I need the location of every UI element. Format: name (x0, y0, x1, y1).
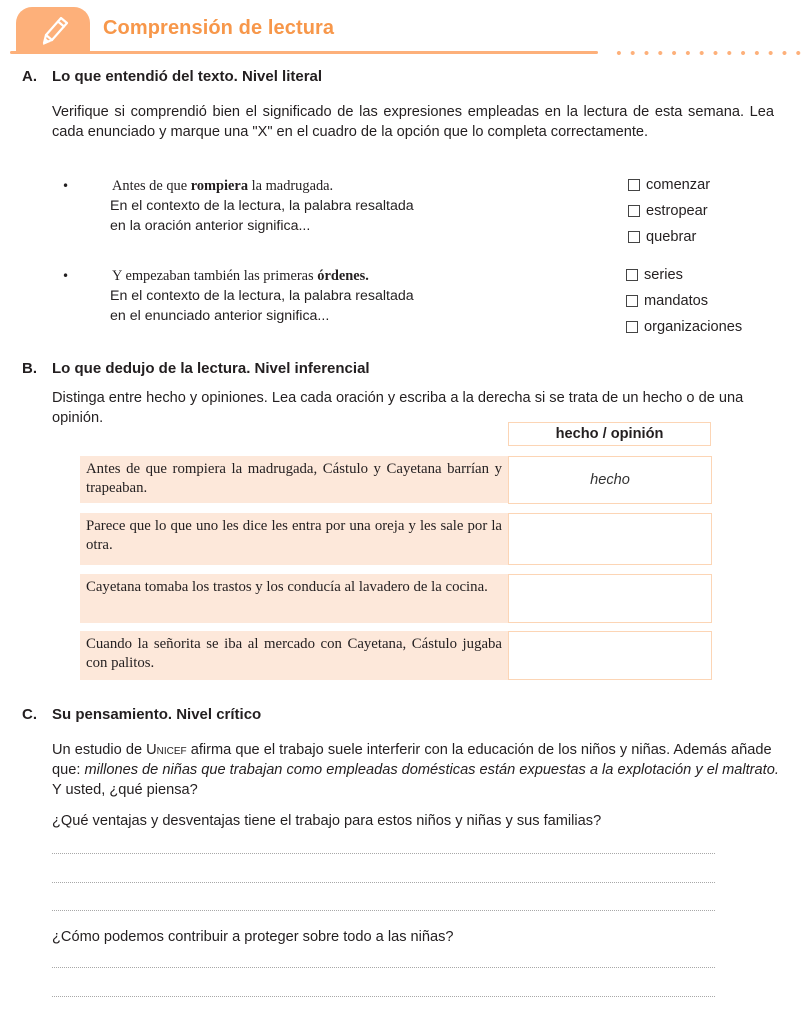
section-c-intro (52, 740, 782, 800)
answer-field[interactable] (508, 631, 712, 680)
answer-line[interactable] (52, 853, 715, 854)
section-b-title: Lo que dedujo de la lectura. Nivel inferencial (52, 360, 370, 377)
option-mandatos[interactable] (626, 293, 708, 309)
bullet: • (62, 269, 70, 283)
item-question-line-1: En el contexto de la lectura, la palabra resaltada (110, 288, 414, 304)
section-c-heading (22, 706, 261, 723)
checkbox[interactable] (626, 269, 638, 281)
section-a-heading (22, 68, 322, 85)
option-label: mandatos (644, 293, 709, 309)
question-1: ¿Qué ventajas y desventajas tiene el trabajo para estos niños y niñas y sus familias? (52, 813, 602, 829)
answer-line[interactable] (52, 996, 715, 997)
item-question-line-1: En el contexto de la lectura, la palabra resaltada (110, 198, 414, 214)
section-b-letter: B. (22, 360, 37, 377)
table-row-statement: Cuando la señorita se iba al mercado con Cayetana, Cástulo jugaba con palitos. (80, 631, 508, 680)
item-question-line-2: en el enunciado anterior significa... (110, 308, 330, 324)
page-title: Comprensión de lectura (103, 17, 335, 39)
section-a-instructions: Verifique si comprendió bien el significado de las expresiones empleadas en la lectura de esta semana. Lea cada enunciado y marque una "X" en el cuadro de la opción que lo completa correctamente. (52, 104, 774, 140)
option-organizaciones[interactable] (626, 319, 742, 335)
checkbox[interactable] (628, 179, 640, 191)
option-comenzar[interactable] (628, 177, 710, 193)
intro-text: Un estudio de (52, 742, 147, 758)
highlighted-word: órdenes. (317, 268, 369, 284)
checkbox[interactable] (628, 231, 640, 243)
option-estropear[interactable] (628, 203, 708, 219)
header-dotted-rule (612, 51, 802, 55)
intro-text: afirma que el trabajo suele interferir con la educación de los niños y niñas. Además añade que: (52, 742, 772, 778)
section-c-letter: C. (22, 706, 37, 723)
table-row-statement: Cayetana tomaba los trastos y los conducía al lavadero de la cocina. (80, 574, 508, 623)
answer-field[interactable] (508, 574, 712, 623)
header-rule (10, 51, 598, 54)
question-2: ¿Cómo podemos contribuir a proteger sobre todo a las niñas? (52, 929, 454, 945)
statement-text: Antes de que (112, 178, 191, 194)
intro-quote: millones de niñas que trabajan como empleadas domésticas están expuestas a la explotación y el maltrato. (84, 762, 779, 778)
bullet: • (62, 179, 70, 193)
option-series[interactable] (626, 267, 683, 283)
item-statement (112, 176, 333, 196)
option-label: quebrar (646, 229, 697, 245)
statement-text: Y empezaban también las primeras (112, 268, 318, 284)
section-b-heading (22, 360, 370, 377)
answer-line[interactable] (52, 910, 715, 911)
answer-line[interactable] (52, 882, 715, 883)
option-label: series (644, 267, 683, 283)
answer-line[interactable] (52, 967, 715, 968)
option-label: estropear (646, 203, 708, 219)
answer-field[interactable]: hecho (508, 456, 712, 504)
table-row-statement: Parece que lo que uno les dice les entra por una oreja y les sale por la otra. (80, 513, 508, 565)
header-tab (16, 7, 90, 53)
highlighted-word: rompiera (190, 178, 249, 194)
unicef-org-name: Unicef (146, 742, 187, 758)
option-label: comenzar (646, 177, 711, 193)
column-header-hecho-opinion: hecho / opinión (508, 422, 711, 446)
section-a-letter: A. (22, 68, 37, 85)
intro-text: Y usted, ¿qué piensa? (52, 782, 198, 798)
table-row-statement: Antes de que rompiera la madrugada, Cástulo y Cayetana barrían y trapeaban. (80, 456, 508, 503)
answer-field[interactable] (508, 513, 712, 565)
item-question-line-2: en la oración anterior significa... (110, 218, 311, 234)
option-quebrar[interactable] (628, 229, 696, 245)
checkbox[interactable] (626, 321, 638, 333)
option-label: organizaciones (644, 319, 743, 335)
section-b-instructions: Distinga entre hecho y opiniones. Lea cada oración y escriba a la derecha si se trata de un hecho o de una opinión. (52, 390, 744, 426)
pencil-icon (38, 14, 70, 48)
section-c-title: Su pensamiento. Nivel crítico (52, 706, 262, 723)
checkbox[interactable] (626, 295, 638, 307)
section-a-title: Lo que entendió del texto. Nivel literal (52, 68, 323, 85)
item-statement (112, 266, 369, 286)
statement-text: la madrugada. (248, 178, 334, 194)
checkbox[interactable] (628, 205, 640, 217)
